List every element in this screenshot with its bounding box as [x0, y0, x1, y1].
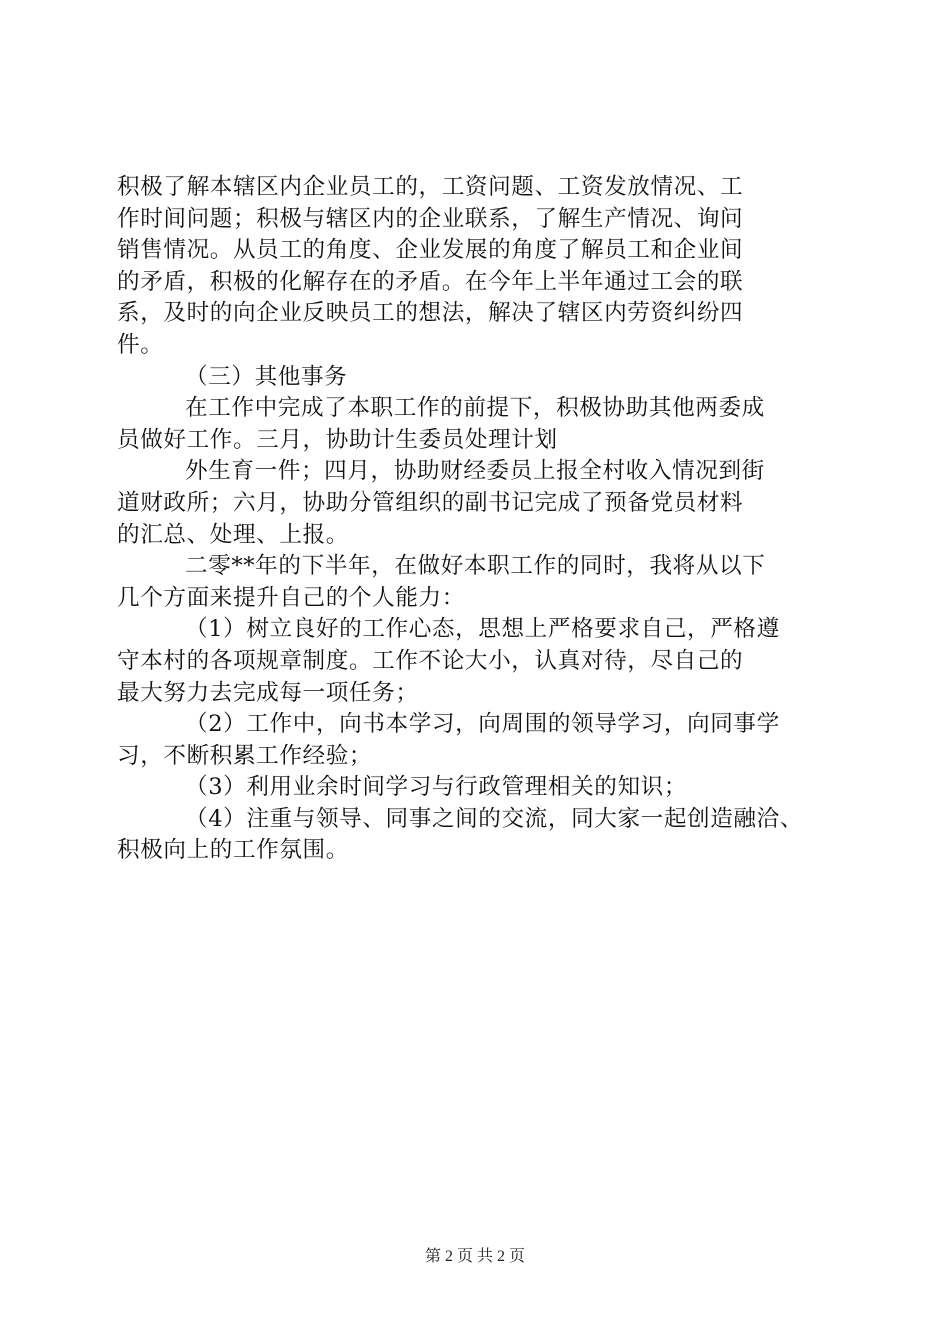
- text-line: （2）工作中，向书本学习，向周围的领导学习，向同事学: [185, 711, 780, 738]
- text-line: 积极向上的工作氛围。: [117, 837, 349, 864]
- text-line: 作时间问题；积极与辖区内的企业联系，了解生产情况、询问: [117, 205, 744, 232]
- text-line: （1）树立良好的工作心态，思想上严格要求自己，严格遵: [185, 616, 780, 643]
- document-body: [117, 172, 837, 867]
- text-line: 习，不断积累工作经验；: [117, 742, 373, 769]
- text-line: 几个方面来提升自己的个人能力：: [117, 584, 465, 611]
- text-line: 员做好工作。三月，协助计生委员处理计划: [117, 426, 558, 453]
- text-line: 积极了解本辖区内企业员工的，工资问题、工资发放情况、工: [117, 174, 744, 200]
- text-line: 件。: [117, 331, 164, 358]
- text-line: 销售情况。从员工的角度、企业发展的角度了解员工和企业间: [117, 237, 744, 264]
- text-line: 最大努力去完成每一项任务；: [117, 679, 419, 706]
- text-line: （4）注重与领导、同事之间的交流，同大家一起创造融洽、: [185, 805, 804, 832]
- text-line: 外生育一件；四月，协助财经委员上报全村收入情况到街: [185, 458, 765, 485]
- text-line: 守本村的各项规章制度。工作不论大小，认真对待，尽自己的: [117, 647, 744, 674]
- text-line: 道财政所；六月，协助分管组织的副书记完成了预备党员材料: [117, 489, 744, 516]
- text-line: 的汇总、处理、上报。: [117, 521, 349, 548]
- text-line: 二零**年的下半年，在做好本职工作的同时，我将从以下: [185, 553, 766, 580]
- text-line: （三）其他事务: [185, 363, 348, 390]
- text-line: （3）利用业余时间学习与行政管理相关的知识；: [185, 774, 688, 801]
- text-line: 系，及时的向企业反映员工的想法，解决了辖区内劳资纠纷四: [117, 300, 744, 327]
- text-line: 的矛盾，积极的化解存在的矛盾。在今年上半年通过工会的联: [117, 268, 744, 295]
- page-footer: 第 2 页 共 2 页: [424, 1248, 525, 1265]
- text-line: 在工作中完成了本职工作的前提下，积极协助其他两委成: [185, 395, 765, 422]
